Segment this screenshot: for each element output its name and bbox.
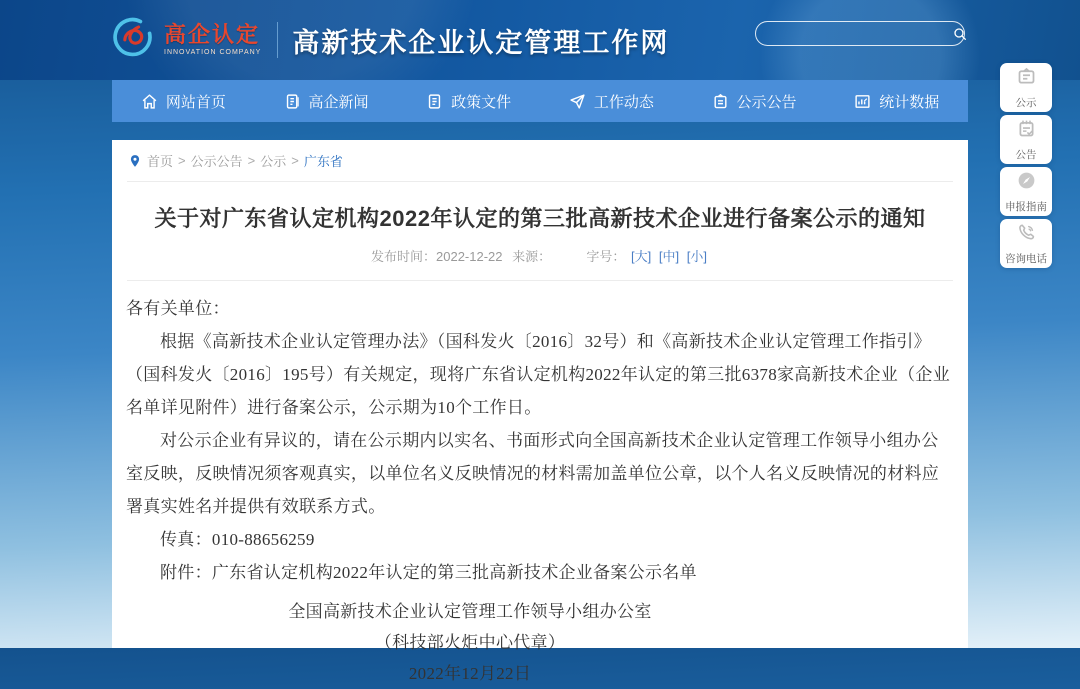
breadcrumb-separator: > bbox=[247, 153, 256, 168]
nav-item-label: 工作动态 bbox=[593, 93, 654, 111]
nav-item-label: 公示公告 bbox=[736, 93, 797, 111]
site-title: 高新技术企业认定管理工作网 bbox=[292, 27, 670, 58]
breadcrumb-bulletin[interactable]: 公示 bbox=[260, 154, 287, 169]
signature-date: 2022年12月22日 bbox=[408, 664, 532, 683]
breadcrumb-separator: > bbox=[291, 153, 299, 168]
article-body bbox=[112, 281, 968, 689]
news-doc-icon bbox=[284, 93, 301, 110]
nav-item-label: 高企新闻 bbox=[308, 93, 369, 111]
search-icon[interactable] bbox=[952, 22, 968, 45]
signature-org: 全国高新技术企业认定管理工作领导小组办公室 bbox=[288, 602, 652, 621]
nav-item-news[interactable] bbox=[255, 80, 398, 122]
breadcrumb-current[interactable]: 广东省 bbox=[303, 154, 343, 169]
breadcrumb-separator: > bbox=[178, 153, 186, 168]
sidebar-item-phone[interactable] bbox=[1000, 219, 1052, 268]
sidebar-item-label: 咨询电话 bbox=[1005, 252, 1047, 265]
article-title: 关于对广东省认定机构2022年认定的第三批高新技术企业进行备案公示的通知 bbox=[154, 206, 926, 231]
sidebar-item-label: 公告 bbox=[1015, 148, 1037, 161]
search-input[interactable] bbox=[756, 22, 952, 45]
floating-sidebar bbox=[1000, 63, 1052, 268]
bar-chart-icon bbox=[854, 93, 871, 110]
breadcrumb-home[interactable]: 首页 bbox=[147, 154, 174, 169]
phone-icon bbox=[1016, 222, 1037, 248]
signature-block bbox=[126, 597, 814, 689]
source-label: 来源： bbox=[512, 249, 552, 264]
attachment-line[interactable]: 附件：广东省认定机构2022年认定的第三批高新技术企业备案公示名单 bbox=[160, 563, 697, 582]
nav-item-announcements[interactable] bbox=[683, 80, 826, 122]
paragraph-basis: 根据《高新技术企业认定管理办法》（国科发火〔2016〕32号）和《高新技术企业认定管理工作指引》（国科发火〔2016〕195号）有关规定，现将广东省认定机构2022年认定的第三批6378家高新技术企业（企业名单详见附件）进行备案公示，公示期为10个工作日。 bbox=[126, 332, 950, 417]
location-pin-icon bbox=[128, 154, 142, 168]
logo-cn-text: 高企认定 bbox=[164, 22, 261, 47]
salutation: 各有关单位： bbox=[126, 299, 230, 318]
nav-item-label: 政策文件 bbox=[451, 93, 512, 111]
fax-line: 传真：010-88656259 bbox=[160, 530, 315, 549]
paragraph-objection: 对公示企业有异议的，请在公示期内以实名、书面形式向全国高新技术企业认定管理工作领导小组办公室反映，反映情况须客观真实，以单位名义反映情况的材料需加盖单位公章，以个人名义反映情况的材料应署真实姓名并提供有效联系方式。 bbox=[126, 431, 940, 516]
site-header bbox=[0, 0, 1080, 80]
bulletin-icon bbox=[1016, 66, 1037, 92]
font-size-large-button[interactable]: [大] bbox=[631, 249, 652, 264]
font-size-medium-button[interactable]: [中] bbox=[658, 249, 680, 264]
home-icon bbox=[141, 93, 158, 110]
sidebar-item-notice[interactable] bbox=[1000, 115, 1052, 164]
paper-plane-icon bbox=[569, 93, 586, 110]
logo-swirl-icon bbox=[112, 16, 156, 65]
breadcrumb bbox=[127, 140, 953, 182]
search-box bbox=[755, 21, 965, 46]
nav-item-home[interactable] bbox=[112, 80, 255, 122]
sidebar-item-bulletin[interactable] bbox=[1000, 63, 1052, 112]
article-meta bbox=[112, 246, 968, 265]
sidebar-item-guide[interactable] bbox=[1000, 167, 1052, 216]
publish-time-label: 发布时间： bbox=[371, 249, 437, 264]
clipboard-icon bbox=[712, 93, 729, 110]
nav-item-statistics[interactable] bbox=[825, 80, 968, 122]
article-card bbox=[112, 140, 968, 683]
site-logo[interactable] bbox=[112, 16, 261, 65]
breadcrumb-announcements[interactable]: 公示公告 bbox=[190, 154, 243, 169]
nav-item-updates[interactable] bbox=[540, 80, 683, 122]
logo-en-text: INNOVATION COMPANY bbox=[164, 49, 262, 56]
compass-icon bbox=[1016, 170, 1037, 196]
main-nav bbox=[112, 80, 968, 122]
nav-item-policy[interactable] bbox=[397, 80, 540, 122]
signature-seal: （科技部火炬中心代章） bbox=[374, 633, 566, 652]
header-divider bbox=[277, 22, 278, 58]
policy-doc-icon bbox=[426, 93, 443, 110]
sidebar-item-label: 申报指南 bbox=[1005, 200, 1047, 213]
nav-item-label: 网站首页 bbox=[165, 93, 226, 111]
logo-text-block bbox=[164, 24, 261, 56]
font-size-label: 字号： bbox=[586, 249, 626, 264]
sidebar-item-label: 公示 bbox=[1015, 96, 1037, 109]
font-size-small-button[interactable]: [小] bbox=[686, 249, 707, 264]
publish-date: 2022-12-22 bbox=[436, 249, 503, 264]
nav-item-label: 统计数据 bbox=[879, 93, 940, 111]
notice-icon bbox=[1016, 118, 1037, 144]
